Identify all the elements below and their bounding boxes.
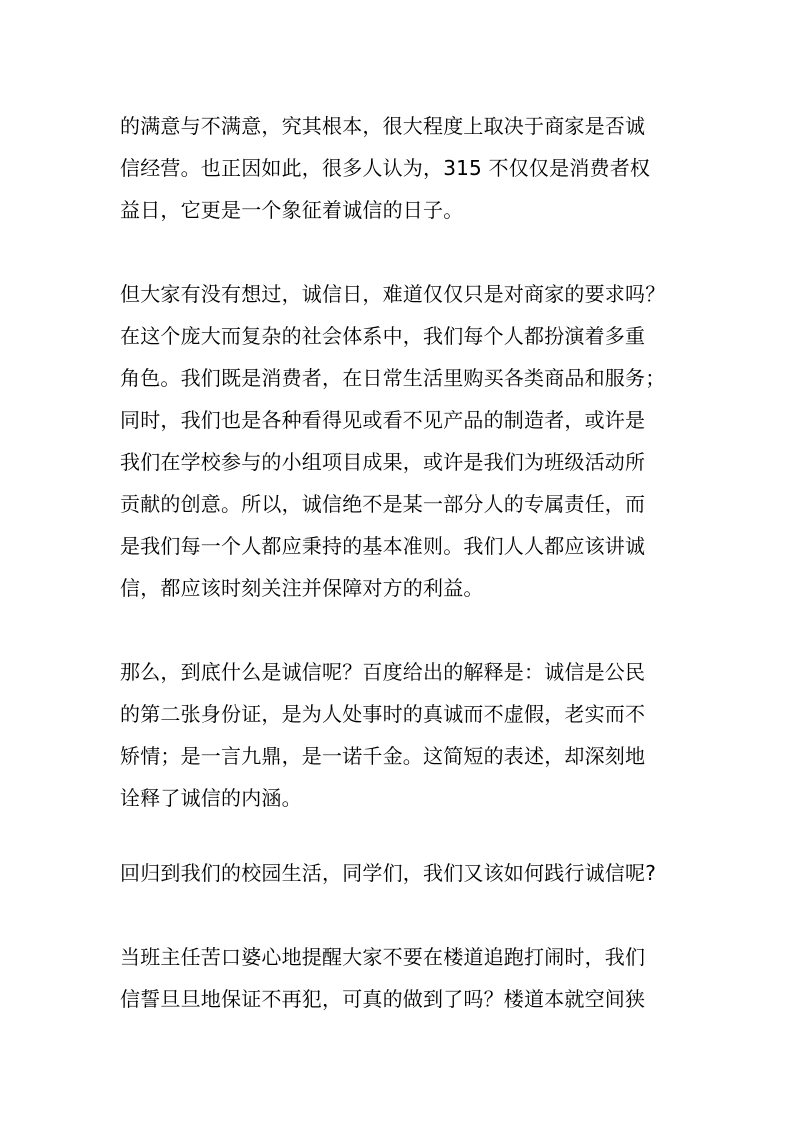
text-line: 是我们每一个人都应秉持的基本准则。我们人人都应该讲诚 <box>120 534 646 558</box>
text-line: 信，都应该时刻关注并保障对方的利益。 <box>120 576 484 600</box>
text-line: 的第二张身份证，是为人处事时的真诚而不虚假，老实而不 <box>120 702 646 726</box>
text-line: 贡献的创意。所以，诚信绝不是某一部分人的专属责任，而 <box>120 492 646 516</box>
text-line: 但大家有没有想过，诚信日，难道仅仅只是对商家的要求吗？ <box>120 282 666 306</box>
text-line: 信誓旦旦地保证不再犯，可真的做到了吗？楼道本就空间狭 <box>120 987 646 1011</box>
text-line: 那么，到底什么是诚信呢？百度给出的解释是：诚信是公民 <box>120 660 646 684</box>
text-line: 矫情；是一言九鼎，是一诺千金。这简短的表述，却深刻地 <box>120 744 646 768</box>
text-line: 回归到我们的校园生活，同学们，我们又该如何践行诚信呢? <box>120 861 657 885</box>
text-line: 角色。我们既是消费者，在日常生活里购买各类商品和服务； <box>120 366 666 390</box>
text-line: 的满意与不满意，究其根本，很大程度上取决于商家是否诚 <box>120 114 646 138</box>
text-line: 我们在学校参与的小组项目成果，或许是我们为班级活动所 <box>120 450 646 474</box>
text-line: 信经营。也正因如此，很多人认为，315 不仅仅是消费者权 <box>120 156 651 180</box>
text-line: 在这个庞大而复杂的社会体系中，我们每个人都扮演着多重 <box>120 324 646 348</box>
text-line: 诠释了诚信的内涵。 <box>120 786 302 810</box>
text-line: 益日，它更是一个象征着诚信的日子。 <box>120 198 464 222</box>
text-line: 当班主任苦口婆心地提醒大家不要在楼道追跑打闹时，我们 <box>120 945 646 969</box>
text-line: 同时，我们也是各种看得见或看不见产品的制造者，或许是 <box>120 408 646 432</box>
